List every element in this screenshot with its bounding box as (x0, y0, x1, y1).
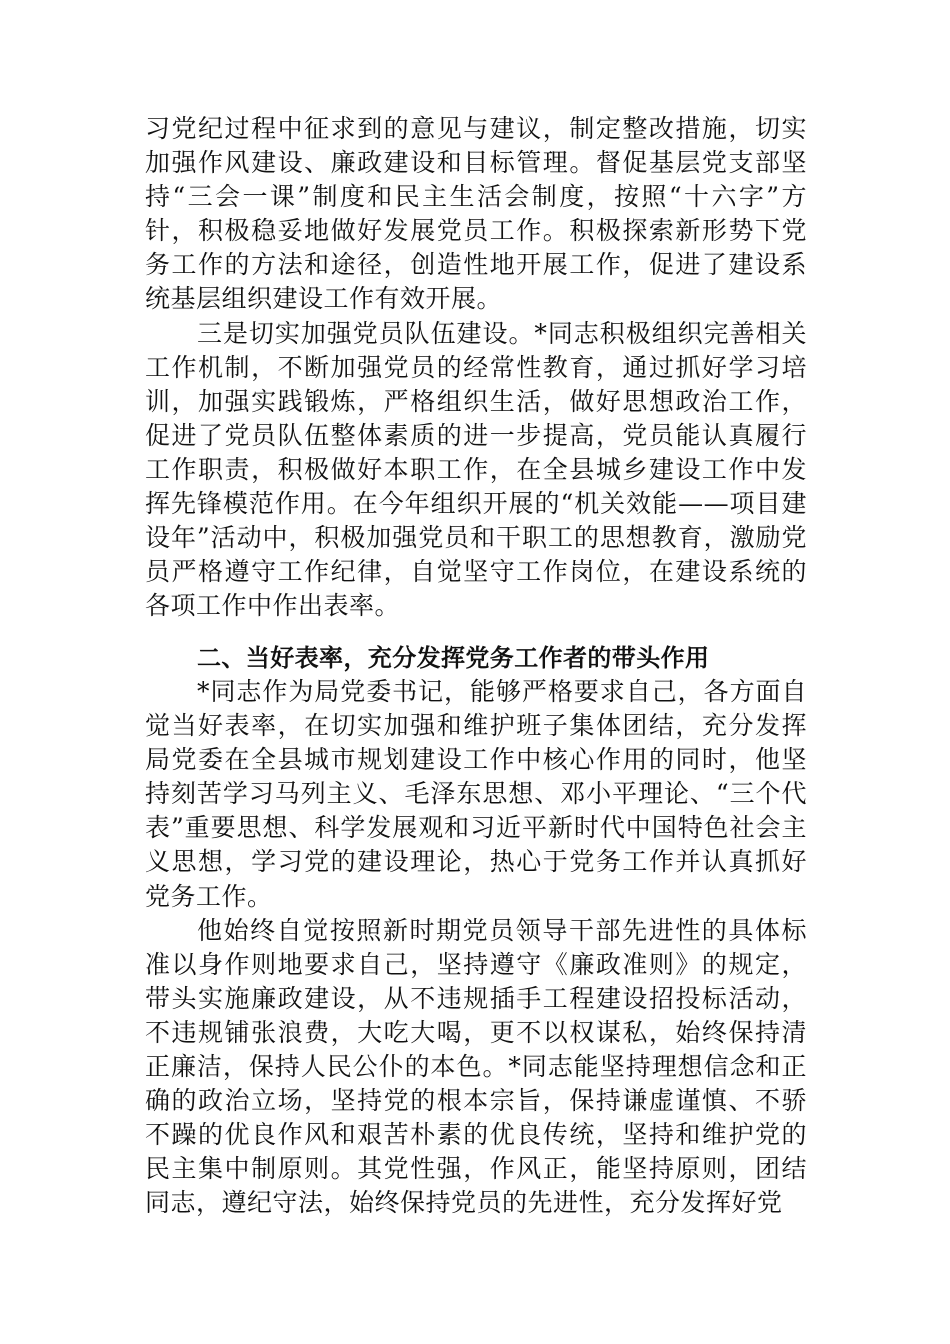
paragraph-integrity: 他始终自觉按照新时期党员领导干部先进性的具体标准以身作则地要求自己，坚持遵守《廉政准则》的规定，带头实施廉政建设，从不违规插手工程建设招投标活动，不违规铺张浪费，大吃大喝，更不以权谋私，始终保持清正廉洁，保持人民公仆的本色。*同志能坚持理想信念和正确的政治立场，坚持党的根本宗旨，保持谦虚谨慎、不骄不躁的优良作风和艰苦朴素的优良传统，坚持和维护党的民主集中制原则。其党性强，作风正，能坚持原则，团结同志，遵纪守法，始终保持党员的先进性，充分发挥好党 (145, 915, 807, 1218)
section-heading-wrapper (145, 641, 807, 675)
paragraph-party-secretary: *同志作为局党委书记，能够严格要求自己，各方面自觉当好表率，在切实加强和维护班子集体团结，充分发挥局党委在全县城市规划建设工作中核心作用的同时，他坚持刻苦学习马列主义、毛泽东思想、邓小平理论、“三个代表”重要思想、科学发展观和习近平新时代中国特色社会主义思想，学习党的建设理论，热心于党务工作并认真抓好党务工作。 (145, 677, 807, 911)
document-body-top (145, 112, 807, 623)
paragraph-continuation: 习党纪过程中征求到的意见与建议，制定整改措施，切实加强作风建设、廉政建设和目标管理。督促基层党支部坚持“三会一课”制度和民主生活会制度，按照“十六字”方针，积极稳妥地做好发展党员工作。积极探索新形势下党务工作的方法和途径，创造性地开展工作，促进了建设系统基层组织建设工作有效开展。 (145, 114, 807, 314)
document-body-bottom (145, 675, 807, 1221)
paragraph-party-member-team: 三是切实加强党员队伍建设。*同志积极组织完善相关工作机制，不断加强党员的经常性教育，通过抓好学习培训，加强实践锻炼，严格组织生活，做好思想政治工作，促进了党员队伍整体素质的进一步提高，党员能认真履行工作职责，积极做好本职工作，在全县城乡建设工作中发挥先锋模范作用。在今年组织开展的“机关效能——项目建设年”活动中，积极加强党员和干职工的思想教育，激励党员严格遵守工作纪律，自觉坚守工作岗位，在建设系统的各项工作中作出表率。 (145, 318, 807, 621)
section-heading: 二、当好表率，充分发挥党务工作者的带头作用 (197, 644, 710, 672)
